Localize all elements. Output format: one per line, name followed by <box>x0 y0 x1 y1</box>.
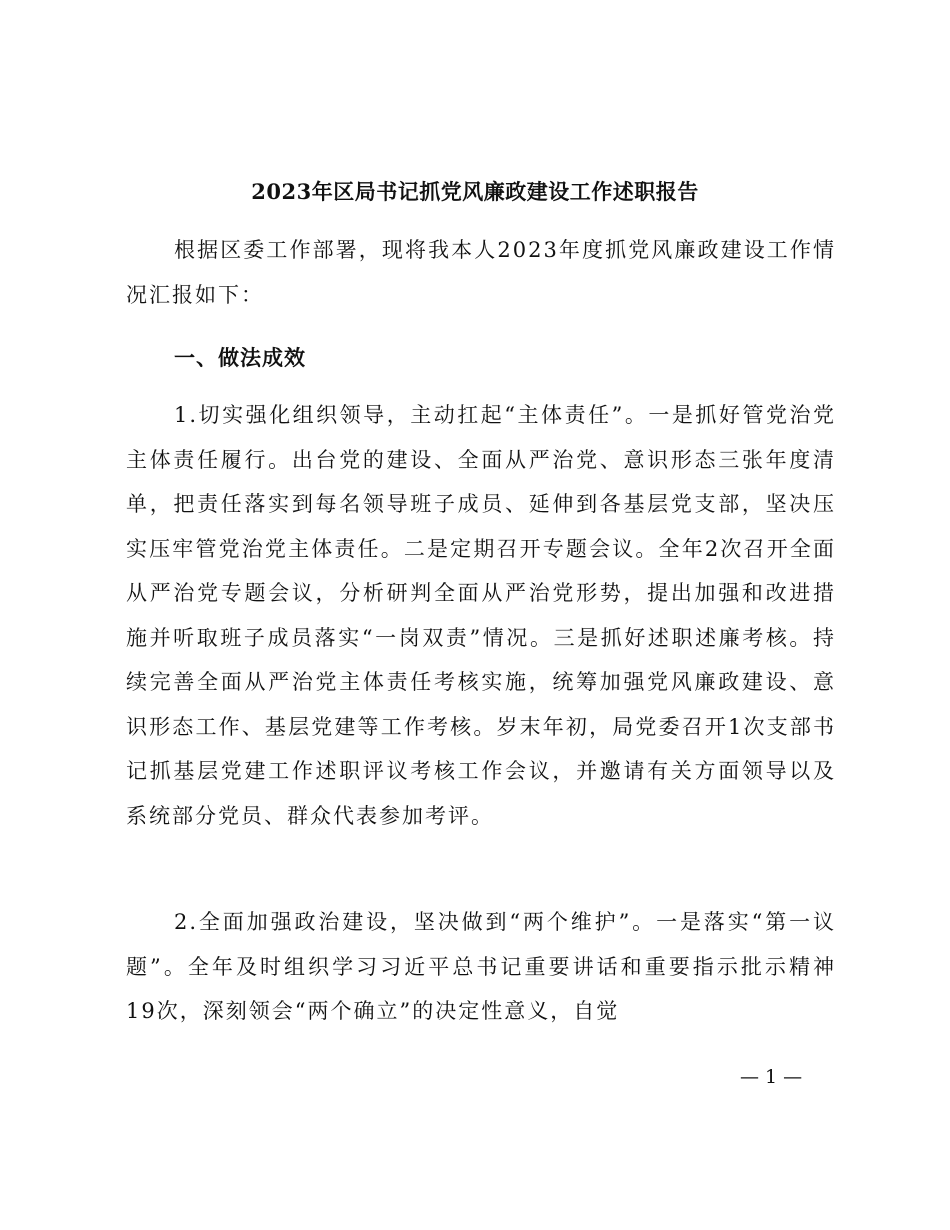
document-title: 2023年区局书记抓党风廉政建设工作述职报告 <box>251 179 699 204</box>
page-number: — 1 — <box>740 1066 803 1088</box>
paragraph-2: 2.全面加强政治建设，坚决做到“两个维护”。一是落实“第一议题”。全年及时组织学习习近平总书记重要讲话和重要指示批示精神19次，深刻领会“两个确立”的决定性意义，自觉 <box>126 910 836 1023</box>
section-heading: 一、做法成效 <box>174 346 306 370</box>
intro-paragraph: 根据区委工作部署，现将我本人2023年度抓党风廉政建设工作情况汇报如下： <box>126 238 836 307</box>
paragraph-1: 1.切实强化组织领导，主动扛起“主体责任”。一是抓好管党治党主体责任履行。出台党的建设、全面从严治党、意识形态三张年度清单，把责任落实到每名领导班子成员、延伸到各基层党支部，坚决压实压牢管党治党主体责任。二是定期召开专题会议。全年2次召开全面从严治党专题会议，分析研判全面从严治党形势，提出加强和改进措施并听取班子成员落实“一岗双责”情况。三是抓好述职述廉考核。持续完善全面从严治党主体责任考核实施，统筹加强党风廉政建设、意识形态工作、基层党建等工作考核。岁末年初，局党委召开1次支部书记抓基层党建工作述职评议考核工作会议，并邀请有关方面领导以及系统部分党员、群众代表参加考评。 <box>126 403 836 828</box>
